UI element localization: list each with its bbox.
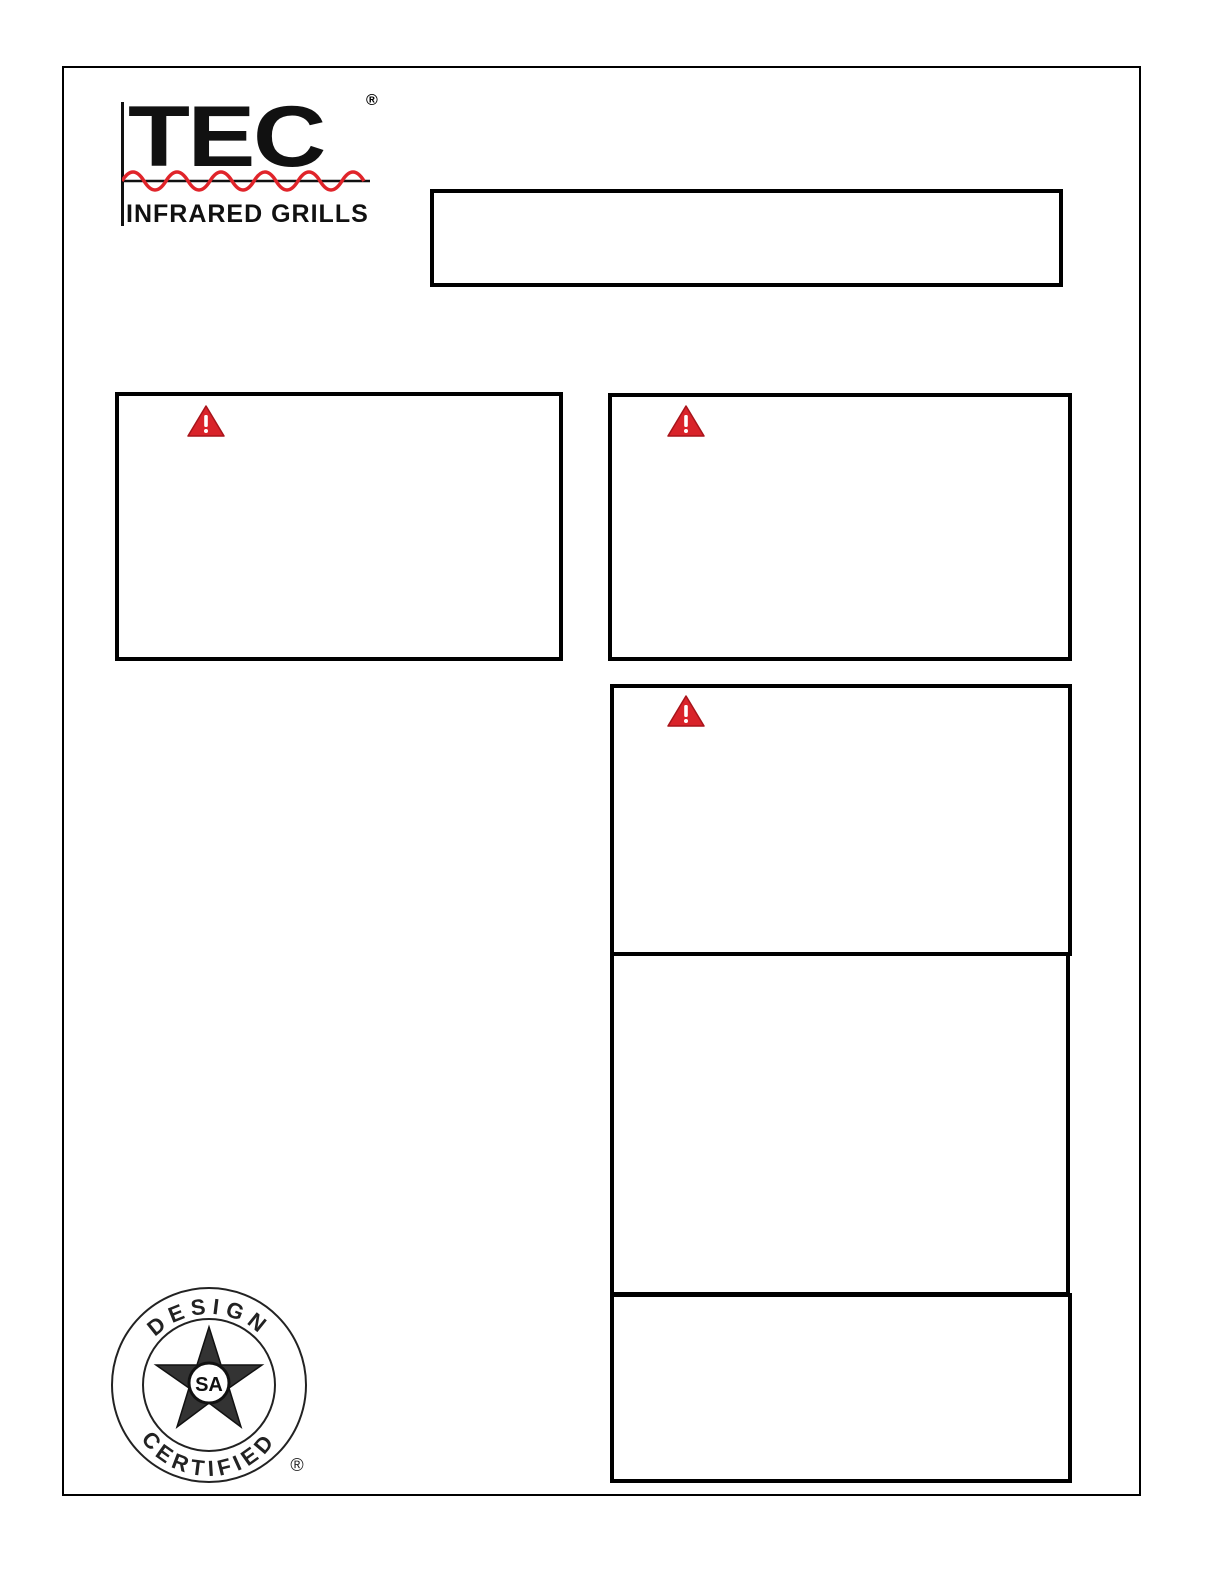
warning-triangle-icon bbox=[186, 404, 226, 438]
warning-box-left bbox=[115, 392, 563, 661]
info-box-2 bbox=[610, 1293, 1072, 1483]
warning-box-right-top bbox=[608, 393, 1072, 661]
logo-tagline: INFRARED GRILLS bbox=[126, 200, 369, 228]
seal-center-text: SA bbox=[195, 1374, 223, 1396]
seal-top-text: DESIGN bbox=[142, 1293, 276, 1341]
seal-bottom-text: CERTIFIED bbox=[136, 1426, 282, 1482]
info-box-1 bbox=[610, 952, 1070, 1296]
title-box bbox=[430, 189, 1063, 287]
warning-box-right-middle bbox=[610, 684, 1072, 956]
tec-logo bbox=[118, 89, 386, 232]
warning-triangle-icon bbox=[666, 404, 706, 438]
logo-registered-mark: ® bbox=[366, 92, 378, 109]
warning-triangle-icon bbox=[666, 694, 706, 728]
logo-brand: TEC bbox=[128, 89, 324, 185]
csa-design-certified-seal-icon bbox=[104, 1285, 314, 1490]
svg-text:CERTIFIED bbox=[137, 1426, 282, 1481]
seal-registered-mark: ® bbox=[290, 1455, 304, 1475]
infrared-wave-icon bbox=[122, 164, 370, 198]
